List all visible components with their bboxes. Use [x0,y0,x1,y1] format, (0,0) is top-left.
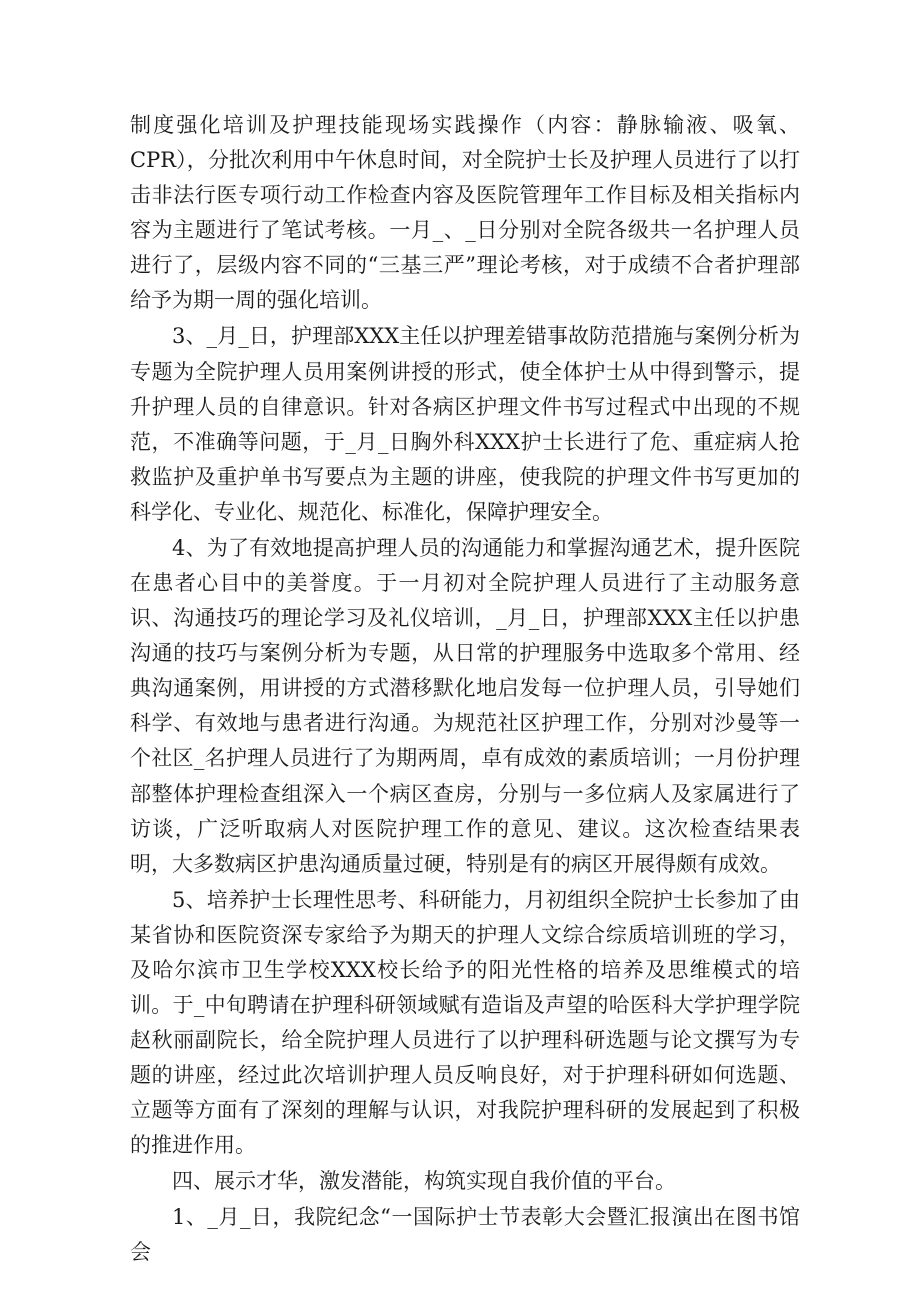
section-heading-four: 四、展示才华，激发潜能，构筑实现自我价值的平台。 [172,1169,676,1194]
paragraph-item-3: 3、_月_日，护理部XXX主任以护理差错事故防范措施与案例分析为专题为全院护理人员用案例讲授的形式，使全体护士从中得到警示，提升护理人员的自律意识。针对各病区护理文件书写过程式中出现的不规范，不准确等问题，于_月_日胸外科XXX护士长进行了危、重症病人抢救监护及重护单书写要点为主题的讲座，使我院的护理文件书写更加的科学化、专业化、规范化、标准化，保障护理安全。 [130,324,800,524]
document-body [130,108,800,1271]
paragraph-item-1: 1、_月_日，我院纪念“一国际护士节表彰大会暨汇报演出在图书馆会 [130,1205,800,1265]
paragraph-continuation: 制度强化培训及护理技能现场实践操作（内容：静脉输液、吸氧、CPR），分批次利用中午休息时间，对全院护士长及护理人员进行了以打击非法行医专项行动工作检查内容及医院管理年工作目标及相关指标内容为主题进行了笔试考核。一月_、_日分别对全院各级共一名护理人员进行了，层级内容不同的“三基三严”理论考核，对于成绩不合者护理部给予为期一周的强化培训。 [130,113,800,313]
paragraph-item-4: 4、为了有效地提高护理人员的沟通能力和掌握沟通艺术，提升医院在患者心目中的美誉度。于一月初对全院护理人员进行了主动服务意识、沟通技巧的理论学习及礼仪培训，_月_日，护理部XXX主任以护患沟通的技巧与案例分析为专题，从日常的护理服务中选取多个常用、经典沟通案例，用讲授的方式潜移默化地启发每一位护理人员，引导她们科学、有效地与患者进行沟通。为规范社区护理工作，分别对沙曼等一个社区_名护理人员进行了为期两周，卓有成效的素质培训；一月份护理部整体护理检查组深入一个病区查房，分别与一多位病人及家属进行了访谈，广泛听取病人对医院护理工作的意见、建议。这次检查结果表明，大多数病区护患沟通质量过硬，特别是有的病区开展得颇有成效。 [130,535,800,876]
paragraph-item-5: 5、培养护士长理性思考、科研能力，月初组织全院护士长参加了由某省协和医院资深专家给予为期天的护理人文综合综质培训班的学习，及哈尔滨市卫生学校XXX校长给予的阳光性格的培养及思维模式的培训。于_中旬聘请在护理科研领域赋有造诣及声望的哈医科大学护理学院赵秋丽副院长，给全院护理人员进行了以护理科研选题与论文撰写为专题的讲座，经过此次培训护理人员反响良好，对于护理科研如何选题、立题等方面有了深刻的理解与认识，对我院护理科研的发展起到了积极的推进作用。 [130,887,800,1158]
